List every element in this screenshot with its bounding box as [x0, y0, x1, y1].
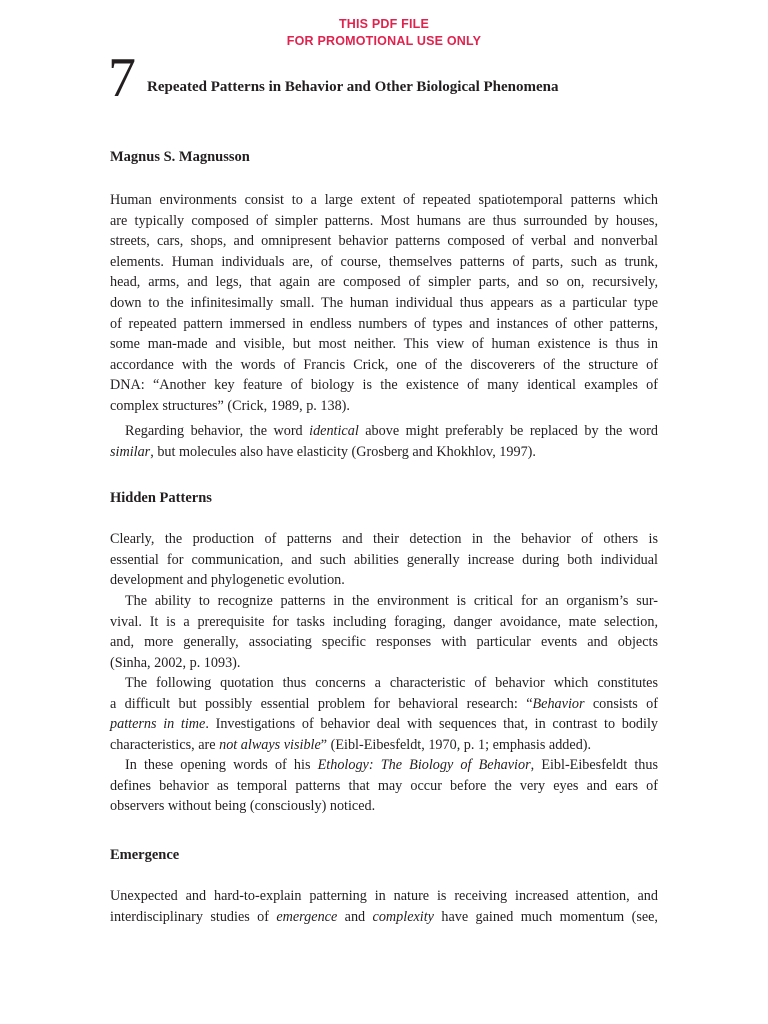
- section-heading-emergence: Emergence: [110, 847, 180, 863]
- text-line: [110, 907, 658, 928]
- text-run: . Investigations of behavior deal with sequences that, in contrast to bodily: [205, 716, 658, 733]
- text-line: vival. It is a prerequisite for tasks including foraging, danger avoidance, mate selection,: [110, 613, 658, 630]
- text-line: [110, 755, 658, 776]
- paragraph-identical: [110, 421, 658, 462]
- text-line: are typically composed of simpler patterns. Most humans are thus surrounded by houses,: [110, 212, 658, 229]
- emphasis-text: emergence: [276, 908, 338, 925]
- paragraph-emergence: [110, 886, 658, 927]
- text-line: streets, cars, shops, and omnipresent behavior patterns composed of verbal and nonverbal: [110, 233, 658, 250]
- text-line: Unexpected and hard-to-explain patterning in nature is receiving increased attention, and: [110, 888, 658, 904]
- paragraph-communication: [110, 529, 658, 591]
- emphasis-text: similar: [110, 443, 151, 460]
- text-line: The ability to recognize patterns in the environment is critical for an organism’s sur-: [125, 593, 658, 609]
- text-run: interdisciplinary studies of: [110, 908, 277, 925]
- paragraph-ethology: [110, 755, 658, 817]
- emphasis-text: Ethology: The Biology of Behavior: [317, 757, 531, 773]
- text-line: [110, 735, 658, 756]
- text-run: , but molecules also have elasticity (Grosberg and Khokhlov, 1997).: [150, 443, 536, 460]
- text-line: and, more generally, associating specific responses with particular events and objects: [110, 634, 658, 651]
- text-run: a difficult but possibly essential problem for behavioral research: “: [110, 695, 533, 712]
- text-run: above might preferably be replaced by the word: [358, 423, 658, 439]
- banner-line-1: THIS PDF FILE: [338, 17, 430, 31]
- text-run: In these opening words of his: [125, 757, 318, 773]
- text-line: defines behavior as temporal patterns that may occur before the very eyes and ears of: [110, 777, 658, 794]
- banner-line-2: FOR PROMOTIONAL USE ONLY: [286, 34, 482, 48]
- section-heading-hidden-patterns: Hidden Patterns: [110, 490, 212, 506]
- paragraph-recognize: [110, 591, 658, 673]
- promotional-banner: [0, 16, 768, 50]
- text-line: some man-made and visible, but most neither. This view of human existence is thus in: [110, 336, 658, 353]
- text-run: ” (Eibl-Eibesfeldt, 1970, p. 1; emphasis added).: [320, 736, 592, 753]
- text-line: (Sinha, 2002, p. 1093).: [110, 654, 241, 671]
- text-line: DNA: “Another key feature of biology is the existence of many identical examples of: [110, 377, 658, 394]
- text-run: have gained much momentum (see,: [433, 908, 658, 925]
- text-run: characteristics, are: [110, 736, 220, 753]
- emphasis-text: identical: [309, 423, 359, 439]
- text-line: head, arms, and legs, that again are composed of simpler parts, and so on, recursively,: [110, 274, 658, 291]
- text-line: essential for communication, and such abilities generally increase during both individual: [110, 551, 658, 568]
- chapter-title: Repeated Patterns in Behavior and Other Biological Phenomena: [147, 79, 559, 95]
- text-line: complex structures” (Crick, 1989, p. 138).: [110, 397, 350, 414]
- emphasis-text: patterns in time: [110, 716, 206, 733]
- text-line: [110, 694, 658, 715]
- text-run: and: [337, 908, 373, 925]
- emphasis-text: complexity: [372, 908, 434, 925]
- emphasis-text: not always visible: [219, 736, 321, 753]
- text-line: The following quotation thus concerns a characteristic of behavior which constitutes: [125, 675, 658, 691]
- text-line: accordance with the words of Francis Crick, one of the discoverers of the structure of: [110, 356, 658, 373]
- text-line: [110, 714, 658, 735]
- paragraph-intro: [110, 190, 658, 417]
- chapter-header: [108, 47, 668, 109]
- text-line: of repeated pattern immersed in endless numbers of types and instances of other patterns,: [110, 315, 658, 332]
- text-line: development and phylogenetic evolution.: [110, 572, 345, 589]
- text-run: consists of: [584, 695, 658, 712]
- text-line: elements. Human individuals are, of course, themselves patterns of parts, such as trunk,: [110, 253, 658, 270]
- text-line: Human environments consist to a large extent of repeated spatiotemporal patterns which: [110, 192, 658, 208]
- author-name: Magnus S. Magnusson: [110, 149, 250, 165]
- text-run: Regarding behavior, the word: [125, 423, 310, 439]
- text-line: down to the infinitesimally small. The human individual thus appears as a particular type: [110, 294, 658, 311]
- text-run: , Eibl-Eibesfeldt thus: [530, 757, 659, 773]
- text-line: [110, 421, 658, 442]
- text-line: [110, 442, 658, 463]
- paragraph-quotation: [110, 673, 658, 755]
- text-line: Clearly, the production of patterns and their detection in the behavior of others is: [110, 531, 658, 547]
- emphasis-text: Behavior: [532, 695, 585, 712]
- text-line: observers without being (consciously) noticed.: [110, 798, 376, 815]
- chapter-number: 7: [108, 47, 136, 109]
